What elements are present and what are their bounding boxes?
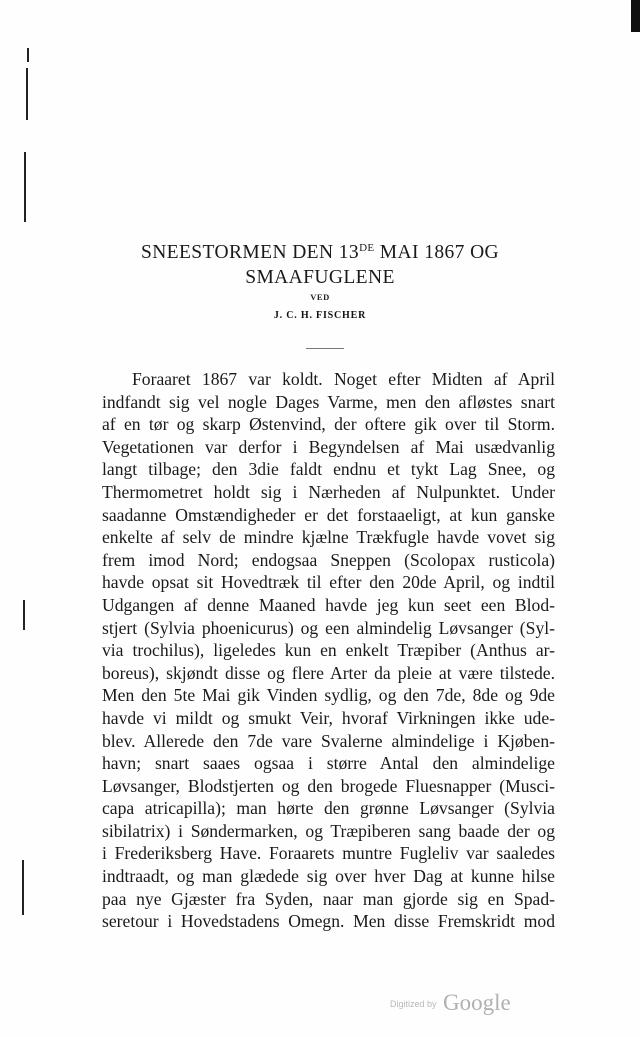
digitization-watermark — [390, 990, 511, 1016]
text-line: via trochilus), ligeledes kun en enkelt Træpiber (Anthus ar- — [102, 640, 555, 661]
text-line: indtraadt, og man glædede sig over hver Dag at kunne hilse — [102, 866, 555, 887]
binding-edge-mark — [23, 600, 25, 630]
text-line: havde vi mildt og smukt Veir, hvoraf Virkningen ikke ude- — [102, 707, 555, 728]
text-line: havde opsat sit Hovedtræk til efter den 20de April, og indtil — [102, 572, 555, 593]
text-line: Men den 5te Mai gik Vinden sydlig, og den 7de, 8de og 9de — [102, 685, 555, 706]
scan-corner-mark — [631, 0, 640, 32]
text-line: i Frederiksberg Have. Foraarets muntre Fugleliv var saaledes — [102, 843, 555, 864]
watermark-prefix: Digitized by — [390, 999, 437, 1009]
text-line: blev. Allerede den 7de vare Svalerne almindelige i Kjøben- — [102, 730, 555, 751]
text-line: indfandt sig vel nogle Dages Varme, men den afløstes snart — [102, 391, 555, 412]
text-line: boreus), skjøndt disse og flere Arter da pleie at være tilstede. — [102, 662, 555, 683]
text-line: saadanne Omstændigheder er det forstaaeligt, at kun ganske — [102, 504, 555, 525]
text-line: langt tilbage; den 3die faldt endnu et tykt Lag Snee, og — [102, 459, 555, 480]
text-line: frem imod Nord; endogsaa Sneppen (Scolopax rusticola) — [102, 549, 555, 570]
title-line-1: SNEESTORMEN DEN 13DE MAI 1867 OG — [140, 242, 500, 263]
text-line: Foraaret 1867 var koldt. Noget efter Midten af April — [132, 369, 555, 389]
text-line: Udgangen af denne Maaned havde jeg kun seet een Blod- — [102, 594, 555, 615]
binding-edge-mark — [27, 48, 29, 62]
title-line-2: SMAAFUGLENE — [245, 267, 395, 288]
text-line: Løvsanger, Blodstjerten og den brogede Fluesnapper (Musci- — [102, 775, 555, 796]
text-line: havn; snart saaes ogsaa i større Antal den almindelige — [102, 753, 555, 774]
byline: VED — [310, 292, 330, 302]
binding-edge-mark — [26, 68, 28, 120]
text-line: stjert (Sylvia phoenicurus) og een almindelig Løvsanger (Syl- — [102, 617, 555, 638]
text-line: Thermometret holdt sig i Nærheden af Nulpunktet. Under — [102, 481, 555, 502]
text-line: af en tør og skarp Østenvind, der oftere gik over til Storm. — [102, 414, 555, 435]
text-line: sibilatrix) i Søndermarken, og Træpiberen sang baade der og — [102, 820, 555, 841]
title-superscript: DE — [359, 242, 375, 254]
binding-edge-mark — [24, 152, 26, 222]
text-line: capa atricapilla); man hørte den grønne Løvsanger (Sylvia — [102, 798, 555, 819]
binding-edge-mark — [22, 860, 24, 915]
google-logo: Google — [442, 990, 511, 1015]
text-line: seretour i Hovedstadens Omegn. Men disse Fremskridt mod — [102, 911, 555, 932]
article-title — [0, 240, 640, 290]
author-name: J. C. H. FISCHER — [273, 310, 367, 321]
text-line: paa nye Gjæster fra Syden, naar man gjorde sig en Spad- — [102, 888, 555, 909]
text-line: Vegetationen var derfor i Begyndelsen af Mai usædvanlig — [102, 436, 555, 457]
body-paragraph — [102, 368, 555, 933]
title-divider — [306, 348, 344, 349]
text-line: enkelte af selv de mindre kjælne Trækfugle havde vovet sig — [102, 527, 555, 548]
